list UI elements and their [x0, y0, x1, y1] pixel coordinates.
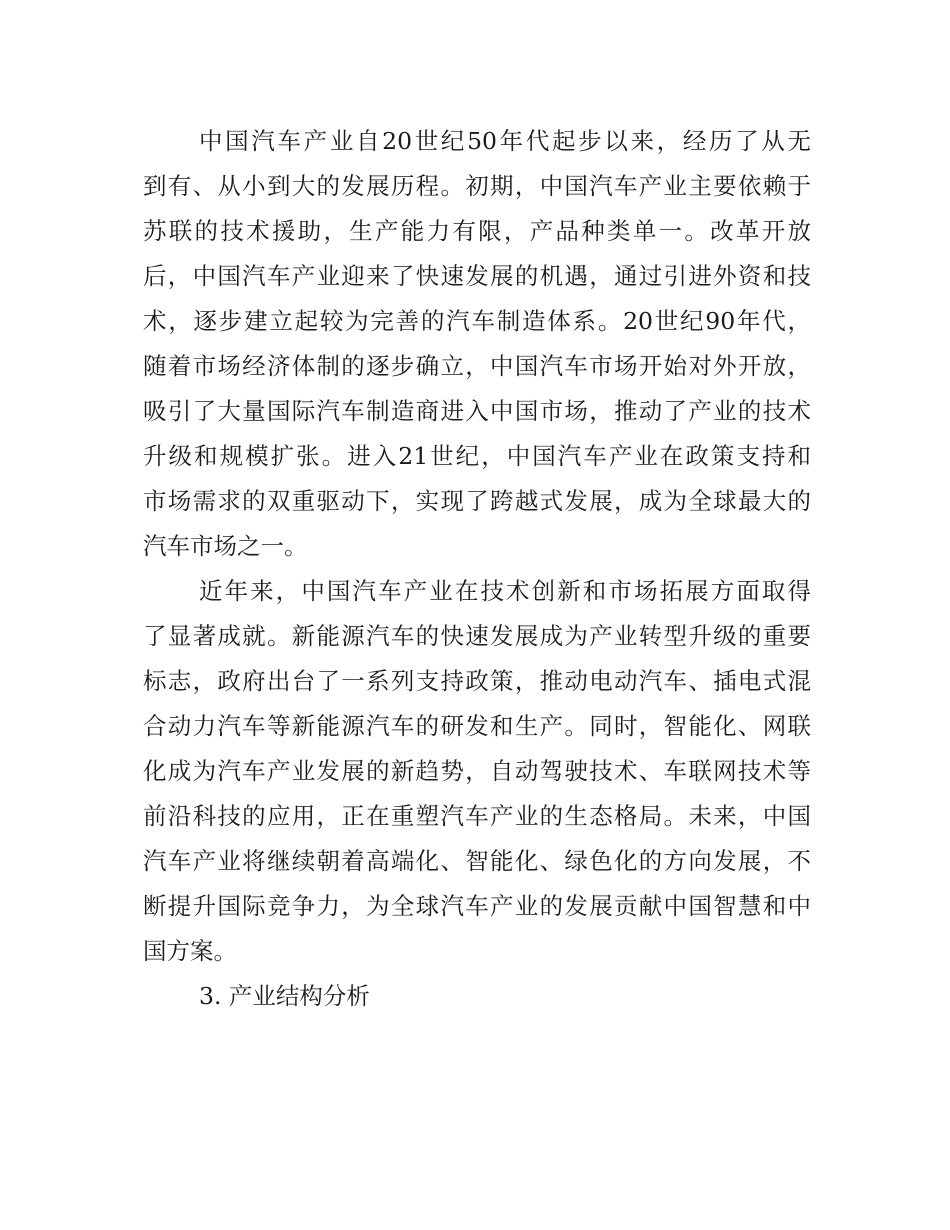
paragraph-history [143, 119, 811, 569]
paragraph-line: 标志，政府出台了一系列支持政策，推动电动汽车、插电式混 [143, 667, 811, 695]
paragraph-line: 升级和规模扩张。进入21世纪，中国汽车产业在政策支持和 [143, 442, 811, 470]
section-heading: 3. 产业结构分析 [199, 982, 370, 1010]
paragraph-line: 吸引了大量国际汽车制造商进入中国市场，推动了产业的技术 [143, 397, 811, 425]
paragraph-line: 合动力汽车等新能源汽车的研发和生产。同时，智能化、网联 [143, 712, 811, 740]
document-body [143, 119, 811, 1019]
paragraph-recent [143, 569, 811, 974]
paragraph-line: 苏联的技术援助，生产能力有限，产品种类单一。改革开放 [143, 217, 811, 245]
paragraph-line: 近年来，中国汽车产业在技术创新和市场拓展方面取得 [199, 577, 811, 605]
paragraph-line: 到有、从小到大的发展历程。初期，中国汽车产业主要依赖于 [143, 172, 811, 200]
paragraph-line: 了显著成就。新能源汽车的快速发展成为产业转型升级的重要 [143, 622, 811, 650]
paragraph-line: 前沿科技的应用，正在重塑汽车产业的生态格局。未来，中国 [143, 802, 811, 830]
paragraph-line: 化成为汽车产业发展的新趋势，自动驾驶技术、车联网技术等 [143, 757, 811, 785]
paragraph-line: 术，逐步建立起较为完善的汽车制造体系。20世纪90年代， [143, 307, 811, 335]
paragraph-line: 断提升国际竞争力，为全球汽车产业的发展贡献中国智慧和中 [143, 892, 811, 920]
paragraph-line: 国方案。 [143, 937, 237, 965]
paragraph-line: 市场需求的双重驱动下，实现了跨越式发展，成为全球最大的 [143, 487, 811, 515]
paragraph-line: 随着市场经济体制的逐步确立，中国汽车市场开始对外开放， [143, 352, 811, 380]
paragraph-line: 中国汽车产业自20世纪50年代起步以来，经历了从无 [199, 127, 811, 155]
paragraph-line: 后，中国汽车产业迎来了快速发展的机遇，通过引进外资和技 [143, 262, 811, 290]
paragraph-line: 汽车产业将继续朝着高端化、智能化、绿色化的方向发展，不 [143, 847, 811, 875]
paragraph-line: 汽车市场之一。 [143, 532, 308, 560]
